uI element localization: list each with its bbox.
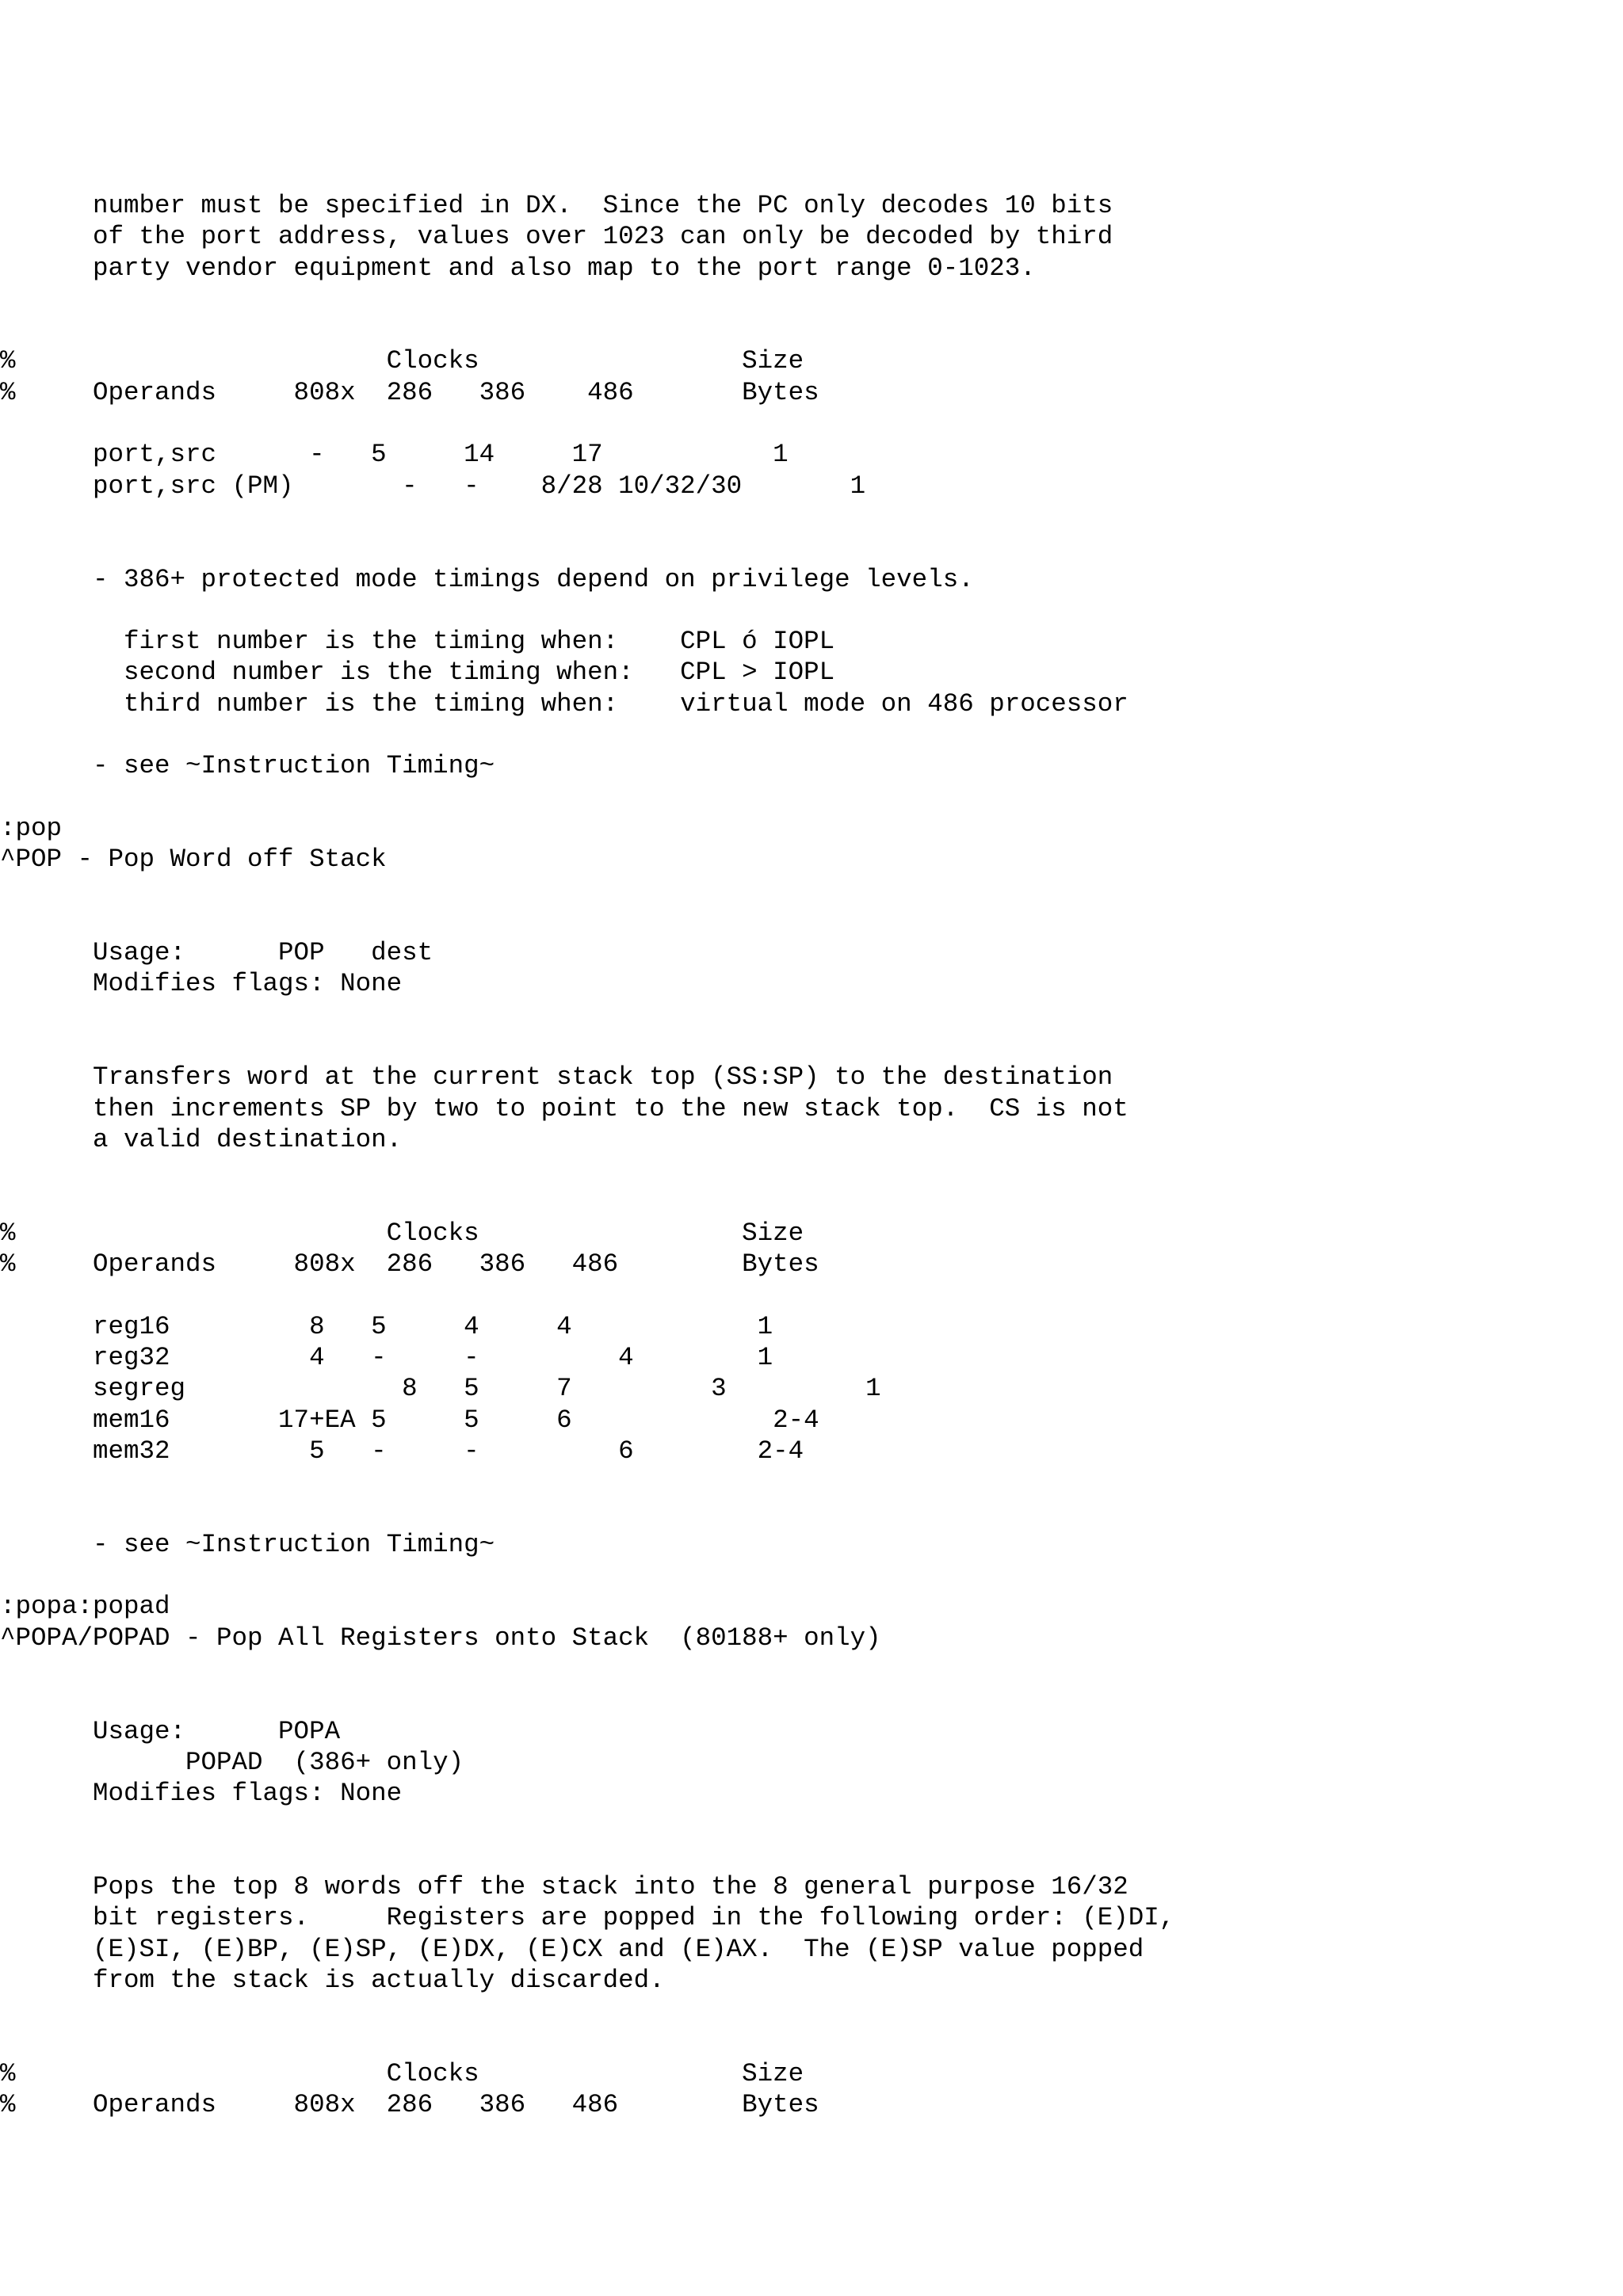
text-line: segreg 8 5 7 3 1 — [0, 1374, 881, 1404]
text-line: Modifies flags: None — [0, 969, 403, 999]
text-line: mem32 5 - - 6 2-4 — [0, 1436, 804, 1466]
text-line — [0, 2027, 1623, 2058]
text-line — [0, 1653, 1623, 1684]
text-line — [0, 1280, 1623, 1310]
text-line — [0, 408, 1623, 439]
text-line: mem16 17+EA 5 5 6 2-4 — [0, 1405, 819, 1435]
text-line: port,src (PM) - - 8/28 10/32/30 1 — [0, 471, 866, 501]
text-line: :pop — [0, 813, 63, 843]
text-line — [0, 532, 1623, 563]
text-line: % Clocks Size — [0, 1218, 804, 1248]
text-line — [0, 1996, 1623, 2027]
text-line: bit registers. Registers are popped in the following order: (E)DI, — [0, 1903, 1175, 1933]
text-line — [0, 502, 1623, 532]
text-line — [0, 1560, 1623, 1591]
text-line — [0, 782, 1623, 813]
text-line: ^POPA/POPAD - Pop All Registers onto Stack (80188+ only) — [0, 1623, 881, 1653]
text-line: - 386+ protected mode timings depend on privilege levels. — [0, 564, 974, 594]
text-line: a valid destination. — [0, 1124, 403, 1154]
text-line: % Operands 808x 286 386 486 Bytes — [0, 2090, 819, 2120]
text-line: first number is the timing when: CPL ó IOPL — [0, 627, 835, 657]
text-line: % Clocks Size — [0, 346, 804, 376]
text-line: second number is the timing when: CPL > IOPL — [0, 658, 835, 688]
text-line: reg32 4 - - 4 1 — [0, 1342, 773, 1372]
text-line — [0, 1000, 1623, 1031]
document-page — [0, 190, 1623, 2120]
text-line: reg16 8 5 4 4 1 — [0, 1311, 773, 1341]
text-line: then increments SP by two to point to the new stack top. CS is not — [0, 1093, 1128, 1123]
text-line: ^POP - Pop Word off Stack — [0, 845, 387, 875]
text-line: port,src - 5 14 17 1 — [0, 440, 789, 470]
text-line: Usage: POPA — [0, 1716, 341, 1746]
text-line: Modifies flags: None — [0, 1779, 403, 1809]
text-line: number must be specified in DX. Since the PC only decodes 10 bits — [0, 191, 1113, 220]
text-line — [0, 875, 1623, 906]
text-line: POPAD (386+ only) — [0, 1747, 464, 1777]
text-line: Pops the top 8 words off the stack into the 8 general purpose 16/32 — [0, 1872, 1128, 1902]
text-line: - see ~Instruction Timing~ — [0, 751, 495, 781]
text-line — [0, 1840, 1623, 1871]
text-line — [0, 1187, 1623, 1218]
text-line — [0, 1466, 1623, 1497]
text-line — [0, 719, 1623, 750]
text-line: % Clocks Size — [0, 2058, 804, 2088]
text-line — [0, 595, 1623, 626]
text-line: :popa:popad — [0, 1592, 170, 1622]
text-line: (E)SI, (E)BP, (E)SP, (E)DX, (E)CX and (E)AX. The (E)SP value popped — [0, 1934, 1144, 1964]
text-line: party vendor equipment and also map to the port range 0-1023. — [0, 253, 1036, 283]
text-line: Transfers word at the current stack top (SS:SP) to the destination — [0, 1062, 1113, 1093]
text-line — [0, 1031, 1623, 1062]
text-line — [0, 1809, 1623, 1840]
text-line: - see ~Instruction Timing~ — [0, 1529, 495, 1559]
text-line: % Operands 808x 286 386 486 Bytes — [0, 377, 819, 407]
text-line — [0, 284, 1623, 315]
text-line — [0, 906, 1623, 937]
text-line — [0, 1684, 1623, 1715]
text-line — [0, 1155, 1623, 1186]
text-line — [0, 1497, 1623, 1528]
text-line: third number is the timing when: virtual mode on 486 processor — [0, 688, 1128, 719]
text-line: of the port address, values over 1023 can only be decoded by third — [0, 222, 1113, 252]
text-line: % Operands 808x 286 386 486 Bytes — [0, 1249, 819, 1280]
text-line — [0, 315, 1623, 345]
text-line: from the stack is actually discarded. — [0, 1965, 665, 1995]
text-line: Usage: POP dest — [0, 938, 433, 968]
